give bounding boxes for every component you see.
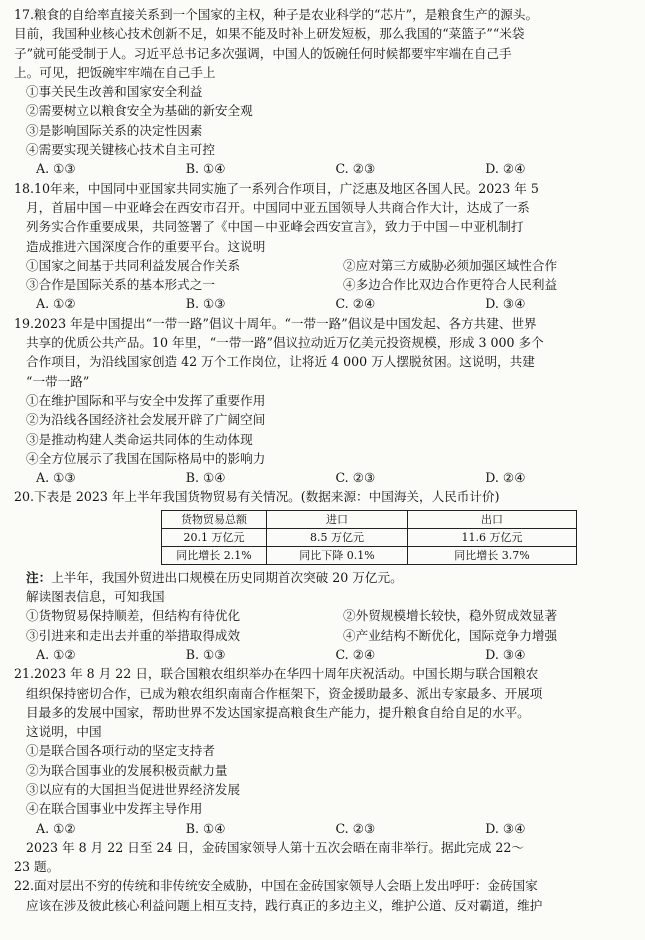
q17-item-3: ③是影响国际关系的决定性因素 — [26, 122, 203, 138]
q20-items-row-2 — [14, 626, 635, 645]
q19-stem-line-3: 合作项目，为沿线国家创造 42 万个工作岗位，让将近 4 000 万人摆脱贫困。这说明，共建 — [26, 354, 535, 370]
q22-stem-line-1: 22.面对层出不穷的传统和非传统安全威胁，中国在金砖国家领导人会晤上发出呼吁：金砖国家 — [14, 878, 538, 894]
q20-choice-a[interactable]: A. ①② — [36, 646, 76, 662]
trade-value-export: 11.6 万亿元 — [408, 528, 577, 546]
q17-item-1: ①事关民生改善和国家安全利益 — [26, 84, 203, 100]
q21-choice-c[interactable]: C. ②③ — [335, 820, 376, 836]
q18-items-row-1 — [14, 256, 635, 275]
q20-intro: 解读图表信息，可知我国 — [26, 589, 165, 605]
q17-choice-b[interactable]: B. ①④ — [185, 161, 226, 177]
q21-choice-b[interactable]: B. ①④ — [185, 820, 226, 836]
q20-choices — [14, 645, 635, 664]
q17-choice-c[interactable]: C. ②③ — [335, 161, 376, 177]
q19-choice-c[interactable]: C. ②③ — [335, 470, 376, 486]
intro-22-line-2: 23 题。 — [14, 859, 60, 875]
q19-stem-line-1: 19.2023 年是中国提出“一带一路”倡议十周年。“一带一路”倡议是中国发起、各方共建、世界 — [14, 315, 537, 331]
q18-stem-line-2: 月，首届中国－中亚峰会在西安市召开。中国同中亚五国领导人共商合作大计，达成了一系 — [26, 199, 530, 215]
q19-item-4: ④全方位展示了我国在国际格局中的影响力 — [26, 450, 266, 466]
q20-item-1: ①货物贸易保持顺差，但结构有待优化 — [26, 608, 241, 624]
question-22 — [14, 876, 635, 915]
q17-choice-a[interactable]: A. ①③ — [36, 161, 76, 177]
q17-item-4: ④需要实现关键核心技术自主可控 — [26, 142, 215, 158]
q18-choice-a[interactable]: A. ①② — [36, 296, 76, 312]
q21-item-3: ③以应有的大国担当促进世界经济发展 — [26, 781, 241, 797]
question-20 — [14, 487, 635, 664]
trade-table-header-row — [162, 510, 577, 528]
q18-item-1: ①国家之间基于共同利益发展合作关系 — [26, 257, 241, 273]
q21-stem-line-1: 21.2023 年 8 月 22 日，联合国粮农组织举办在华四十周年庆祝活动。中国长期与联合国粮农 — [14, 666, 539, 682]
q18-choice-d[interactable]: D. ③④ — [485, 296, 526, 312]
q20-note — [14, 568, 635, 587]
trade-header-export: 出口 — [408, 510, 577, 528]
q18-stem-line-3: 列务实合作重要成果，共同签署了《中国－中亚峰会西安宣言》，致力于中国－中亚机制打 — [26, 219, 524, 235]
q20-note-label: 注： — [26, 569, 52, 585]
q18-item-3: ③合作是国际关系的基本形式之一 — [26, 277, 215, 293]
q17-stem-line-2: 目前，我国种业核心技术创新不足，如果不能及时补上研发短板，那么我国的“菜篮子”“米袋 — [14, 26, 525, 42]
q21-stem-line-2: 组织保持密切合作，已成为粮农组织南南合作框架下，资金援助最多、派出专家最多、开展项 — [26, 685, 543, 701]
trade-value-import: 8.5 万亿元 — [267, 528, 408, 546]
q18-item-4: ④多边合作比双边合作更符合人民利益 — [343, 277, 558, 293]
q20-item-2: ②外贸规模增长较快，稳外贸成效显著 — [343, 608, 558, 624]
q20-choice-b[interactable]: B. ①③ — [185, 646, 226, 662]
trade-table-change-row — [162, 546, 577, 564]
q18-choices — [14, 294, 635, 313]
q19-choices — [14, 468, 635, 487]
question-17 — [14, 5, 635, 179]
q17-stem-line-4: 上。可见，把饭碗牢牢端在自己手上 — [14, 64, 216, 80]
q18-item-2: ②应对第三方威胁必须加强区域性合作 — [343, 257, 558, 273]
q21-stem-line-4: 这说明，中国 — [26, 724, 102, 740]
section-intro-22-23 — [14, 838, 635, 877]
q19-item-2: ②为沿线各国经济社会发展开辟了广阔空间 — [26, 412, 266, 428]
q18-items-row-2 — [14, 275, 635, 294]
q20-stem: 20.下表是 2023 年上半年我国货物贸易有关情况。(数据来源：中国海关，人民币计价) — [14, 489, 500, 505]
q20-item-3: ③引进来和走出去并重的举措取得成效 — [26, 627, 241, 643]
q21-choice-a[interactable]: A. ①② — [36, 820, 76, 836]
trade-change-import: 同比下降 0.1% — [267, 546, 408, 564]
q17-item-2: ②需要树立以粮食安全为基础的新安全观 — [26, 103, 253, 119]
q17-stem-line-3: 子”就可能受制于人。习近平总书记多次强调，中国人的饭碗任何时候都要牢牢端在自己手 — [14, 45, 512, 61]
trade-change-export: 同比增长 3.7% — [408, 546, 577, 564]
question-21 — [14, 664, 635, 838]
q20-choice-c[interactable]: C. ②④ — [335, 646, 376, 662]
q19-item-3: ③是推动构建人类命运共同体的生动体现 — [26, 431, 253, 447]
trade-table-value-row — [162, 528, 577, 546]
q17-choices — [14, 159, 635, 178]
q18-stem-line-4: 造成推进六国深度合作的重要平台。这说明 — [26, 238, 266, 254]
q20-choice-d[interactable]: D. ③④ — [485, 646, 526, 662]
q19-stem-line-2: 共享的优质公共产品。10 年里，“一带一路”倡议拉动近万亿美元投资规模，形成 3 000 多个 — [26, 335, 544, 351]
question-19 — [14, 314, 635, 488]
q21-choice-d[interactable]: D. ③④ — [485, 820, 526, 836]
trade-change-total: 同比增长 2.1% — [162, 546, 267, 564]
q20-items-row-1 — [14, 606, 635, 625]
q21-stem-line-3: 目最多的发展中国家，帮助世界不发达国家提高粮食生产能力，提升粮食自给自足的水平。 — [26, 704, 530, 720]
q20-item-4: ④产业结构不断优化，国际竞争力增强 — [343, 627, 558, 643]
q17-choice-d[interactable]: D. ②④ — [485, 161, 526, 177]
q22-stem-line-2: 应该在涉及彼此核心利益问题上相互支持，践行真正的多边主义，维护公道、反对霸道，维护 — [26, 897, 543, 913]
q17-stem-line-1: 17.粮食的自给率直接关系到一个国家的主权，种子是农业科学的“芯片”，是粮食生产的源头。 — [14, 7, 539, 22]
q20-note-text: 上半年，我国外贸进出口规模在历史同期首次突破 20 万亿元。 — [51, 569, 403, 585]
q18-stem-line-1: 18.10年来，中国同中亚国家共同实施了一系列合作项目，广泛惠及地区各国人民。2023 年 5 — [14, 180, 539, 196]
q18-choice-c[interactable]: C. ②④ — [335, 296, 376, 312]
q19-choice-d[interactable]: D. ②④ — [485, 470, 526, 486]
trade-header-import: 进口 — [267, 510, 408, 528]
q19-choice-b[interactable]: B. ①④ — [185, 470, 226, 486]
q21-item-1: ①是联合国各项行动的坚定支持者 — [26, 743, 215, 759]
q21-item-2: ②为联合国事业的发展积极贡献力量 — [26, 762, 228, 778]
q19-choice-a[interactable]: A. ①③ — [36, 470, 76, 486]
trade-table — [161, 510, 577, 565]
q18-choice-b[interactable]: B. ①③ — [185, 296, 226, 312]
q19-stem-line-4: “一带一路” — [26, 373, 90, 389]
question-18 — [14, 179, 635, 314]
trade-header-total: 货物贸易总额 — [162, 510, 267, 528]
intro-22-line-1: 2023 年 8 月 22 日至 24 日，金砖国家领导人第十五次会晤在南非举行。据此完成 22～ — [26, 839, 524, 855]
trade-value-total: 20.1 万亿元 — [162, 528, 267, 546]
q21-item-4: ④在联合国事业中发挥主导作用 — [26, 801, 203, 817]
q19-item-1: ①在维护国际和平与安全中发挥了重要作用 — [26, 392, 266, 408]
q21-choices — [14, 819, 635, 838]
